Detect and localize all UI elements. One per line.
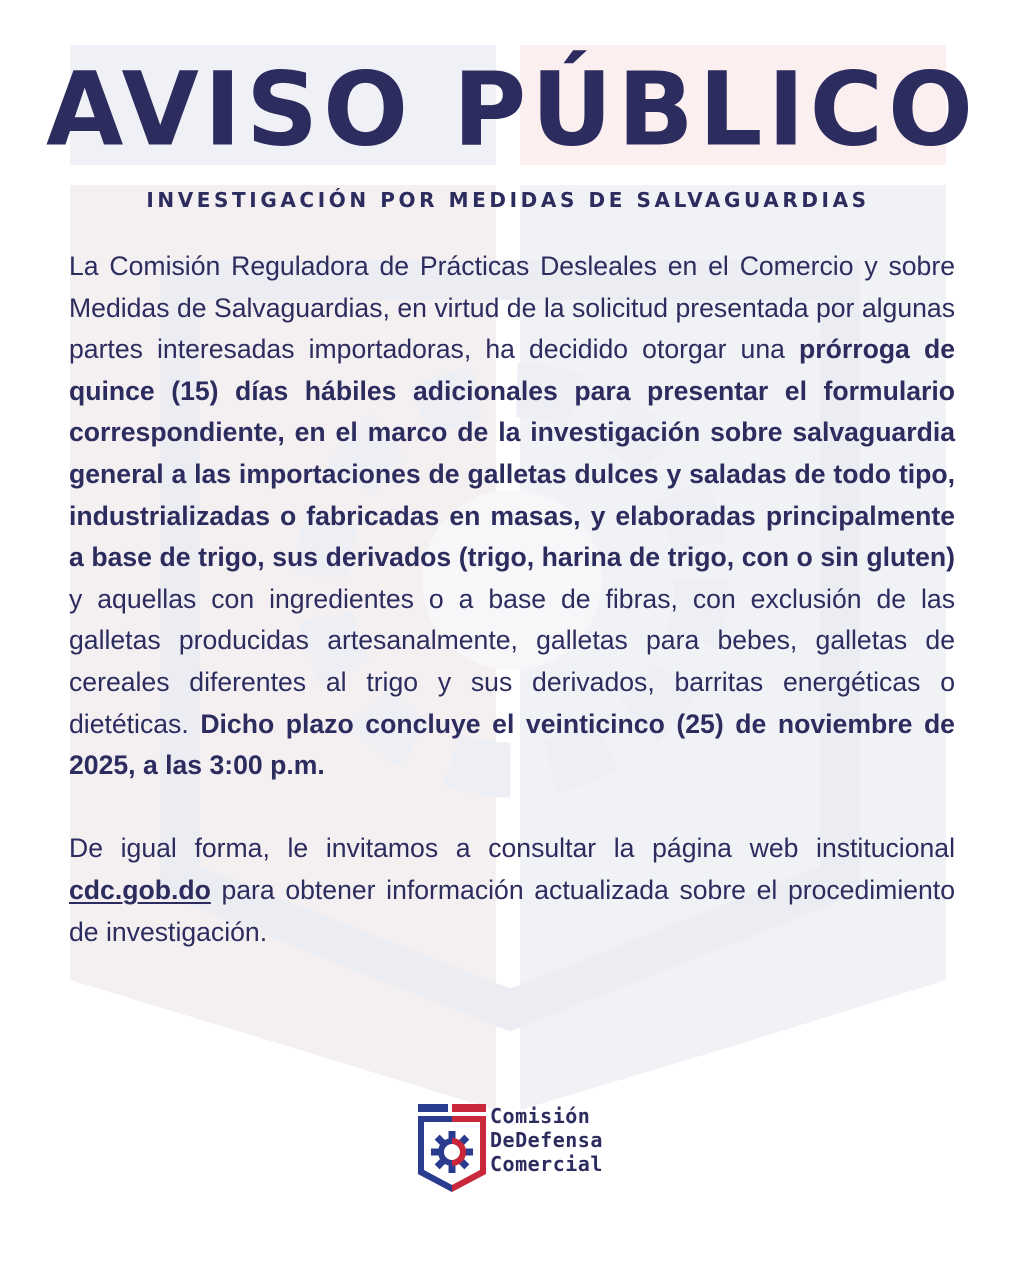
notice-paragraph-website bbox=[69, 828, 955, 953]
notice-body bbox=[69, 246, 955, 953]
page-title: AVISO PÚBLICO bbox=[45, 49, 979, 170]
website-link[interactable]: cdc.gob.do bbox=[69, 874, 211, 905]
logo-wordmark bbox=[490, 1104, 603, 1176]
paragraph-deadline-highlight: Dicho plazo concluye el veinticinco (25) de noviembre de 2025, a las 3:00 p.m. bbox=[69, 708, 955, 781]
cdc-logo bbox=[416, 1102, 616, 1194]
notice-paragraph-main bbox=[69, 246, 955, 787]
shield-gear-icon bbox=[416, 1102, 488, 1194]
paragraph-before-link: De igual forma, le invitamos a consultar la página web institucional bbox=[69, 833, 955, 864]
paragraph-extension-highlight: prórroga de quince (15) días hábiles adicionales para presentar el formulario correspondiente, en el marco de la investigación sobre salvaguardia general a las importaciones de galletas dulces y saladas de todo tipo, industrializadas o fabricadas en masas, y elaboradas principalmente a base de trigo, sus derivados (trigo, harina de trigo, con o sin gluten) bbox=[69, 334, 955, 573]
paragraph-after-link: para obtener información actualizada sobre el procedimiento de investigación. bbox=[69, 874, 955, 947]
logo-line-3: Comercial bbox=[490, 1152, 603, 1176]
logo-line-2: DeDefensa bbox=[490, 1128, 603, 1152]
paragraph-middle: y aquellas con ingredientes o a base de fibras, con exclusión de las galletas producidas artesanalmente, galletas para bebes, galletas de cereales diferentes al trigo y sus derivados, barritas energéticas o dietéticas. bbox=[69, 583, 955, 739]
paragraph-intro: La Comisión Reguladora de Prácticas Desleales en el Comercio y sobre Medidas de Salvaguardias, en virtud de la solicitud presentada por algunas partes interesadas importadoras, ha decidido otorgar una bbox=[69, 251, 955, 365]
logo-line-1: Comisión bbox=[490, 1104, 591, 1128]
page-subtitle: INVESTIGACIÓN POR MEDIDAS DE SALVAGUARDIAS bbox=[146, 188, 870, 212]
